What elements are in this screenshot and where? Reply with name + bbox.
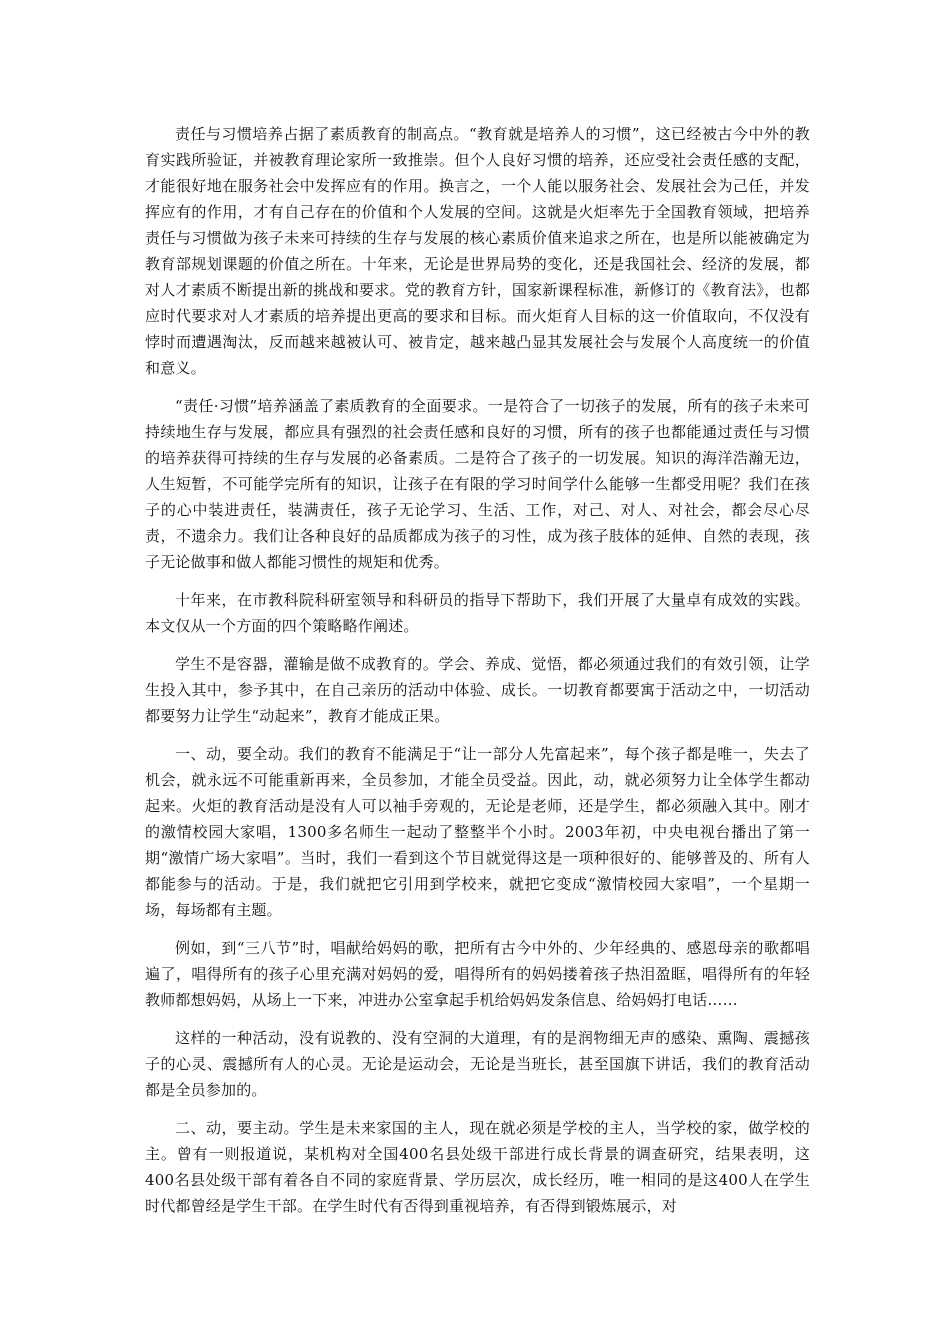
paragraph-womens-day-example: 例如，到“三八节”时，唱献给妈妈的歌，把所有古今中外的、少年经典的、感恩母亲的歌都唱遍了，唱得所有的孩子心里充满对妈妈的爱，唱得所有的妈妈搂着孩子热泪盈眶，唱得所有的年轻教师都想妈妈，从场上一下来，冲进办公室拿起手机给妈妈发条信息、给妈妈打电话…… [145,939,810,1009]
paragraph-comprehensive-requirements: “责任·习惯”培养涵盖了素质教育的全面要求。一是符合了一切孩子的发展，所有的孩子未来可持续地生存与发展，都应具有强烈的社会责任感和良好的习惯，所有的孩子也都能通过责任与习惯的培养获得可持续的生存与发展的必备素质。二是符合了孩子的一切发展。知识的海洋浩瀚无边，人生短暂，不可能学完所有的知识，让孩子在有限的学习时间学什么能够一生都受用呢？我们在孩子的心中装进责任，装满责任，孩子无论学习、生活、工作，对己、对人、对社会，都会尽心尽责，不遗余力。我们让各种良好的品质都成为孩子的习性，成为孩子肢体的延伸、自然的表现，孩子无论做事和做人都能习惯性的规矩和优秀。 [145,397,810,571]
document-body [145,121,810,1231]
paragraph-activity-effect: 这样的一种活动，没有说教的、没有空洞的大道理，有的是润物细无声的感染、熏陶、震撼孩子的心灵、震撼所有人的心灵。无论是运动会，无论是当班长，甚至国旗下讲话，我们的教育活动都是全员参加的。 [145,1029,810,1099]
paragraph-active-participation: 二、动，要主动。学生是未来家国的主人，现在就必须是学校的主人，当学校的家，做学校的主。曾有一则报道说，某机构对全国400名县处级干部进行成长背景的调查研究，结果表明，这400名县处级干部有着各自不同的家庭背景、学历层次，成长经历，唯一相同的是这400人在学生时代都曾经是学生干部。在学生时代有否得到重视培养，有否得到锻炼展示，对 [145,1119,810,1215]
paragraph-all-participate: 一、动，要全动。我们的教育不能满足于“让一部分人先富起来”，每个孩子都是唯一，失去了机会，就永远不可能重新再来，全员参加，才能全员受益。因此，动，就必须努力让全体学生都动起来。火炬的教育活动是没有人可以袖手旁观的，无论是老师，还是学生，都必须融入其中。刚才的激情校园大家唱，1300多名师生一起动了整整半个小时。2003年初，中央电视台播出了第一期“激情广场大家唱”。当时，我们一看到这个节目就觉得这是一项种很好的、能够普及的、所有人都能参与的活动。于是，我们就把它引用到学校来，就把它变成“激情校园大家唱”，一个星期一场，每场都有主题。 [145,745,810,919]
paragraph-ten-years-practice: 十年来，在市教科院科研室领导和科研员的指导下帮助下，我们开展了大量卓有成效的实践。本文仅从一个方面的四个策略略作阐述。 [145,591,810,635]
paragraph-students-not-containers: 学生不是容器，灌输是做不成教育的。学会、养成、觉悟，都必须通过我们的有效引领，让学生投入其中，参予其中，在自己亲历的活动中体验、成长。一切教育都要寓于活动之中，一切活动都要努力让学生“动起来”，教育才能成正果。 [145,655,810,725]
paragraph-responsibility-habits: 责任与习惯培养占据了素质教育的制高点。“教育就是培养人的习惯”，这已经被古今中外的教育实践所验证，并被教育理论家所一致推崇。但个人良好习惯的培养，还应受社会责任感的支配，才能很好地在服务社会中发挥应有的作用。换言之，一个人能以服务社会、发展社会为己任，并发挥应有的作用，才有自己存在的价值和个人发展的空间。这就是火炬率先于全国教育领域，把培养责任与习惯做为孩子未来可持续的生存与发展的核心素质价值来追求之所在，也是所以能被确定为教育部规划课题的价值之所在。十年来，无论是世界局势的变化，还是我国社会、经济的发展，都对人才素质不断提出新的挑战和要求。党的教育方针，国家新课程标准，新修订的《教育法》，也都应时代要求对人才素质的培养提出更高的要求和目标。而火炬育人目标的这一价值取向，不仅没有悖时而遭遇淘汰，反而越来越被认可、被肯定，越来越凸显其发展社会与发展个人高度统一的价值和意义。 [145,125,810,377]
